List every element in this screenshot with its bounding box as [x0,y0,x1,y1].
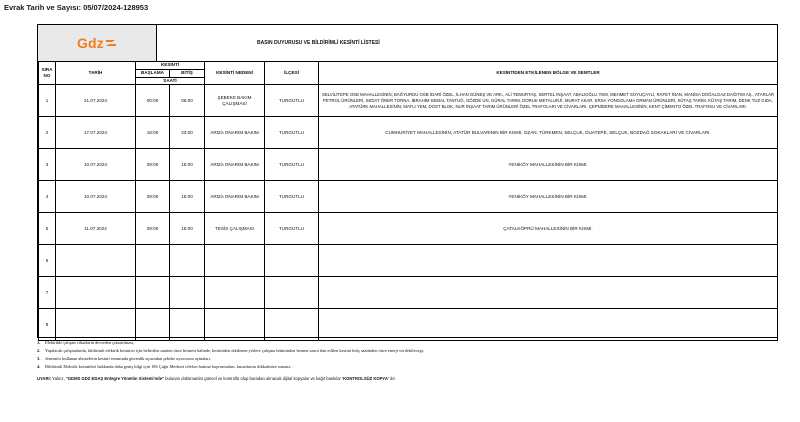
table-row [39,309,778,341]
note-number: 2. [37,348,41,353]
cell-date: 17.07.2024 [56,117,136,149]
document-title: BASIN DUYURUSU VE BİLDİRİMLİ KESİNTİ LİSTESİ [156,25,777,61]
cell-date: 10.07.2024 [56,181,136,213]
note-number: 4. [37,364,41,369]
cell-reason [205,245,265,277]
cell-no: 8 [39,309,56,341]
cell-areas: YENİKÖY MAHALLESİNİN BİR KISMI. [319,181,778,213]
cell-areas: ÇATALKÖPRÜ MAHALLESİNİN BİR KISMI. [319,213,778,245]
cell-no: 2 [39,117,56,149]
note-number: 3. [37,356,41,361]
header-outage: KESİNTİ [136,62,205,70]
logo-box [38,25,156,61]
table-row [39,181,778,213]
table-row [39,277,778,309]
warning-bold-copy: 'KONTROLSÜZ KOPYA' [342,376,389,381]
cell-start: 09:00 [136,181,170,213]
cell-end: 23:00 [170,117,205,149]
note-text: Jeneratör kullanan abonelerin kesinti esnasında güvenlik açısından şebeke ayırıcısını açmaları, [45,356,212,361]
cell-date [56,309,136,341]
cell-end: 15:00 [170,149,205,181]
cell-no: 7 [39,277,56,309]
cell-reason: ARIZA ONARIM BAKIM [205,117,265,149]
cell-reason: ARIZA ONARIM BAKIM [205,149,265,181]
title-row [38,25,777,62]
warning-bold-system: "GDMS GDZ EDAŞ Entegre Yönetim Sistemi'nde" [65,376,165,381]
cell-start [136,277,170,309]
cell-no: 6 [39,245,56,277]
outage-list-frame [37,24,778,338]
table-row [39,149,778,181]
list-item [37,340,778,345]
cell-end [170,245,205,277]
header-start: BAŞLAMA [136,70,170,78]
note-number: 1. [37,340,41,345]
cell-end: 06:00 [170,85,205,117]
cell-areas [319,245,778,277]
cell-start: 09:00 [136,149,170,181]
cell-reason [205,309,265,341]
list-item [37,356,778,361]
cell-start [136,245,170,277]
cell-no: 3 [39,149,56,181]
cell-district [265,245,319,277]
logo-text: Gdz [76,35,105,51]
cell-date [56,277,136,309]
warning-text-before: Yalnız, [52,376,65,381]
cell-district: TURGUTLU [265,117,319,149]
cell-end: 15:00 [170,181,205,213]
list-item [37,348,778,353]
table-row [39,117,778,149]
cell-start: 18:00 [136,117,170,149]
cell-areas: CUMHURİYET MAHALLESİNİN; ATATÜR BULVARININ BİR KISMI, OZAN, TÜRKMEN, SELÇUK, DUATEPE, SELÇUK, BOZDAĞ SOKAKLARI VE CİVARLARI. [319,117,778,149]
gdz-logo [77,35,117,51]
cell-no: 4 [39,181,56,213]
cell-start: 09:00 [136,213,170,245]
notes-list [37,340,778,372]
header-end: BİTİŞ [170,70,205,78]
cell-district: TURGUTLU [265,149,319,181]
header-time: SAATİ [136,78,205,85]
cell-end: 15:00 [170,213,205,245]
warning-text-middle: bulunan dokümanlar güncel ve kontrollü olup buradan alınacak dijital kopyalar ve kağıt baskılar [165,376,341,381]
note-text: Yapılacak çalışmalarda, bildirimli elektrik kesintisi için belirtilen saatten önce bitmesi halinde, kesintiden etkilenen yerlere çalışma bitiminden hemen sonra ilan edilen kesinti bitiş saatinden önce enerji verilebilecegi, [45,348,424,353]
outage-table [38,61,778,341]
note-text: Elektrikle çalışan cihazlarin devreden çıkartılması, [45,340,135,345]
header-reason: KESİNTİ NEDENİ [205,62,265,85]
cell-date: 11.07.2024 [56,213,136,245]
lightning-logo-icon [105,38,117,48]
table-row [39,213,778,245]
cell-reason: ARIZA ONARIM BAKIM [205,181,265,213]
note-text: Bildirimli Elektrik kesintileri hakkında daha geniş bilgi için 186 Çağrı Merkezi telefon hattına başvurmaları, hususlarını dikkatinize sunarız. [45,364,292,369]
warning-note [37,376,396,381]
cell-end [170,277,205,309]
cell-reason [205,277,265,309]
cell-no: 5 [39,213,56,245]
cell-district [265,277,319,309]
warning-label: UYARI: [37,376,52,381]
cell-district: TURGUTLU [265,181,319,213]
cell-date [56,245,136,277]
cell-date: 21.07.2024 [56,85,136,117]
cell-areas [319,277,778,309]
cell-start: 00:00 [136,85,170,117]
document-reference: Evrak Tarih ve Sayısı: 05/07/2024-128953 [4,3,149,12]
cell-reason: ŞEBEKE BAKIM ÇALIŞMASI [205,85,265,117]
table-row [39,85,778,117]
cell-district: TURGUTLU [265,85,319,117]
cell-areas: SELVİLİTEPE OSB MAHALLESİNİN; BAĞYURDU OSB İDARİ ÖZEL, İLHAN GÜNEŞ VE ARK., ALİ TEMURTAŞ, SERTEL İNŞAAT, ABALIOĞLU YEM, MEHMET SOYUÇAYLI, RAFET İNAN, MANİSA DOĞALGAZ DAĞITIM AŞ., ATARLAR PETROL ÜRÜNLERİ, SEDAT ÖNER TORNA, İBRAHİM KEMAL TANTUĞ, GÖZDE UN, GÜRAL TARIM, DORUK METALURJİ, MURAT AKAR, ERSA YONGOLAMA ORMAN ÜRÜNLERİ, KÜTAŞ TARIM, KÜTAŞ TARIM, DENK TUZ GIDA, ATATÜRK MAHALLESİNİN; MATLI YEM, DOST BLOK, NUR İNŞAAT TARIM ÜRÜNLERİ ÖZEL TRAFOLARI VE CİVARLARI. ÇEPNİDERE MAHALLESİNİN; KENT ÇİMENTO ÖZEL TRAFOSU VE CİVARLARI. [319,85,778,117]
warning-text-after: dır. [390,376,396,381]
cell-date: 10.07.2024 [56,149,136,181]
cell-areas [319,309,778,341]
cell-district [265,309,319,341]
header-no: SIRA NO [39,62,56,85]
cell-end [170,309,205,341]
cell-no: 1 [39,85,56,117]
cell-district: TURGUTLU [265,213,319,245]
header-areas: KESİNTİDEN ETKİLENEN BÖLGE VE SEMTLER [319,62,778,85]
header-date: TARİH [56,62,136,85]
cell-start [136,309,170,341]
header-row-1 [39,62,778,70]
list-item [37,364,778,369]
cell-reason: TESİS ÇALIŞMASI [205,213,265,245]
table-row [39,245,778,277]
header-district: İLÇESİ [265,62,319,85]
cell-areas: YENİKÖY MAHALLESİNİN BİR KISMI. [319,149,778,181]
